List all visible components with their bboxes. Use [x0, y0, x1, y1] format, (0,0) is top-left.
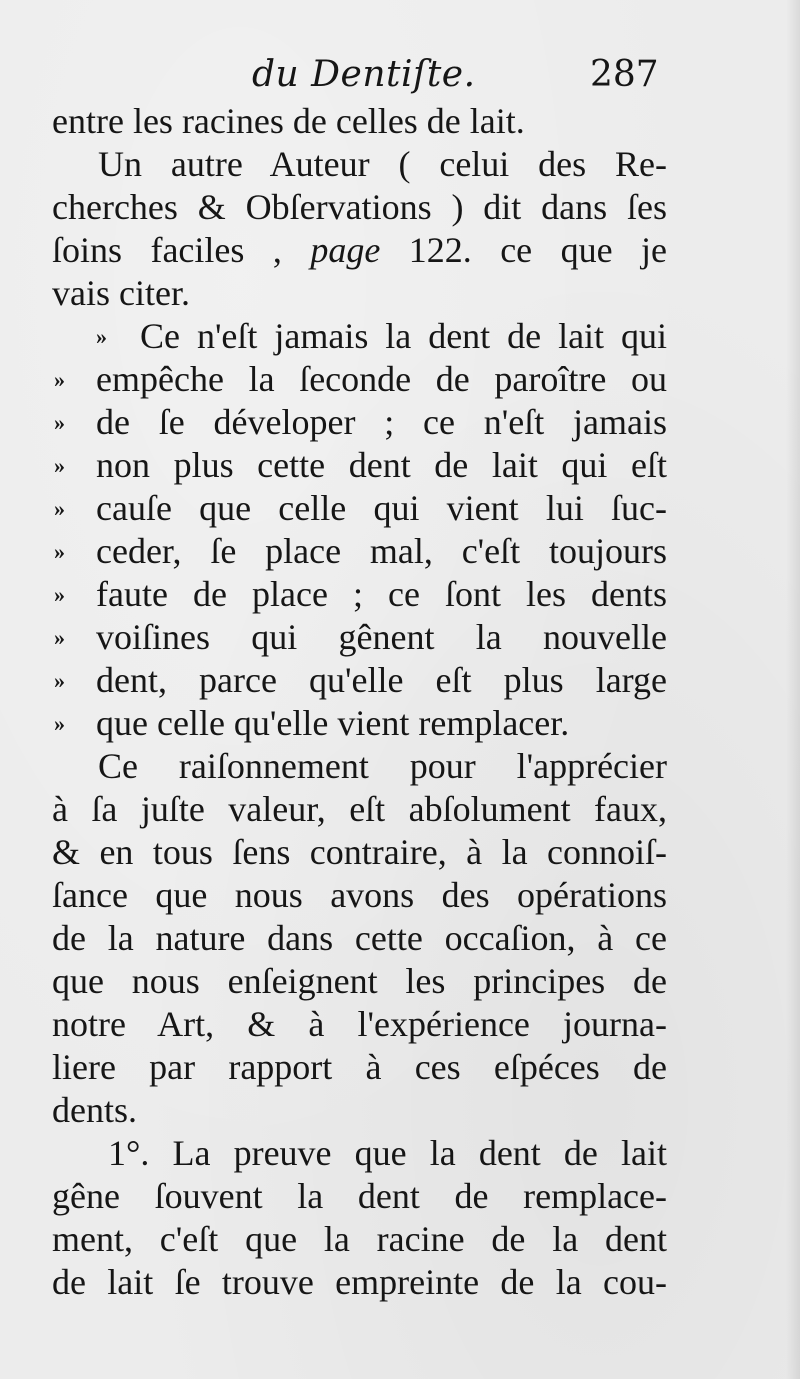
text-line: de ſe déveloper ; ce n'eſt jamais: [96, 402, 667, 442]
text-line: cherches & Obſervations ) dit dans ſes: [52, 187, 667, 227]
text-line: notre Art, & à l'expérience journa-: [52, 1004, 667, 1044]
quote-mark: »: [54, 711, 65, 736]
text-line: ſance que nous avons des opérations: [52, 875, 667, 915]
text-line: dent, parce qu'elle eſt plus large: [96, 660, 667, 700]
running-head: du Dentiſte.: [252, 54, 476, 95]
text-line: Ce raiſonnement pour l'apprécier: [98, 746, 667, 786]
text-line: gêne ſouvent la dent de remplace-: [52, 1176, 667, 1216]
quote-mark: »: [54, 453, 65, 478]
text-line: à ſa juſte valeur, eſt abſolument faux,: [52, 789, 667, 829]
text-line: faute de place ; ce ſont les dents: [96, 574, 667, 614]
text-line: Ce n'eſt jamais la dent de lait qui: [140, 316, 667, 356]
text-segment: 122. ce que je: [380, 230, 668, 270]
quote-mark: »: [54, 410, 65, 435]
text-line: que nous enſeignent les principes de: [52, 961, 667, 1001]
italic-word: page: [310, 230, 381, 270]
text-line: ceder, ſe place mal, c'eſt toujours: [96, 531, 667, 571]
text-line: non plus cette dent de lait qui eſt: [96, 445, 667, 485]
text-line: que celle qu'elle vient remplacer.: [96, 703, 570, 743]
quote-mark: »: [54, 367, 65, 392]
text-line: 1°. La preuve que la dent de lait: [108, 1133, 667, 1173]
quote-mark: »: [96, 324, 107, 349]
quote-mark: »: [54, 539, 65, 564]
quote-mark: »: [54, 625, 65, 650]
text-segment: ſoins faciles ,: [52, 230, 311, 270]
text-line: de lait ſe trouve empreinte de la cou-: [52, 1262, 667, 1302]
text-line: vais citer.: [52, 273, 190, 313]
text-line: ment, c'eſt que la racine de la dent: [52, 1219, 667, 1259]
text-line: liere par rapport à ces eſpéces de: [52, 1047, 667, 1087]
quote-mark: »: [54, 668, 65, 693]
text-line: & en tous ſens contraire, à la connoiſ-: [52, 832, 667, 872]
page-header: [0, 50, 800, 100]
text-line: entre les racines de celles de lait.: [52, 101, 525, 141]
text-line: [52, 229, 667, 272]
text-line: dents.: [52, 1090, 137, 1130]
text-line: empêche la ſeconde de paroître ou: [96, 359, 667, 399]
text-line: cauſe que celle qui vient lui ſuc-: [96, 488, 667, 528]
text-line: voiſines qui gênent la nouvelle: [96, 617, 667, 657]
quote-mark: »: [54, 582, 65, 607]
text-line: Un autre Auteur ( celui des Re-: [98, 144, 667, 184]
page-edge-shadow: [786, 0, 800, 1379]
page-number: 287: [590, 54, 659, 95]
quote-mark: »: [54, 496, 65, 521]
text-line: de la nature dans cette occaſion, à ce: [52, 918, 667, 958]
